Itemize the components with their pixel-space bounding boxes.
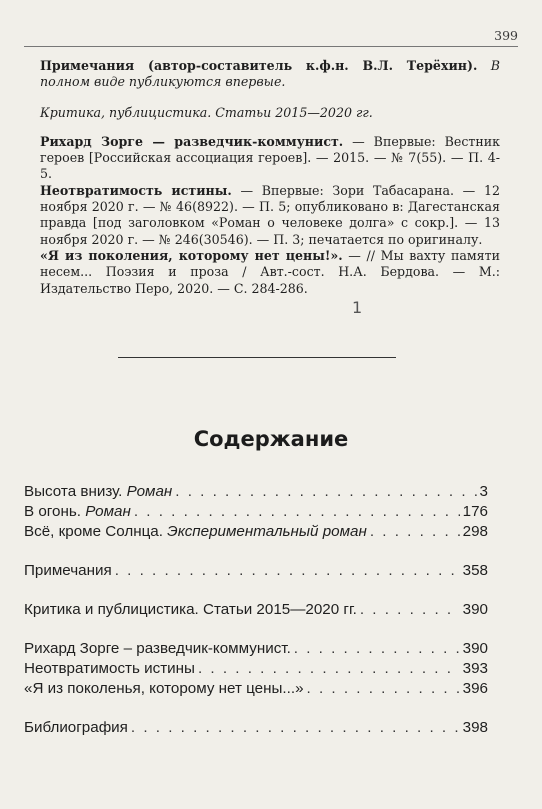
toc-entry-title: Критика и публицистика. Статьи 2015—2020 гг. xyxy=(24,601,357,618)
toc-spacer xyxy=(24,542,488,561)
toc-page-number: 396 xyxy=(462,680,488,697)
toc-leader-dots xyxy=(370,522,460,542)
page-number: 399 xyxy=(494,28,518,43)
notes-section xyxy=(40,58,500,297)
toc-entry-title: Высота внизу. Роман xyxy=(24,483,173,500)
toc-leader-dots xyxy=(294,639,460,659)
handwritten-mark: 1 xyxy=(352,298,363,317)
toc-page-number: 398 xyxy=(462,719,488,736)
toc-entry[interactable] xyxy=(24,522,488,542)
toc-leader-dots xyxy=(115,561,460,581)
toc-entry-title: Рихард Зорге – разведчик-коммунист. xyxy=(24,640,291,657)
toc-entry[interactable] xyxy=(24,679,488,699)
toc-entry[interactable] xyxy=(24,659,488,679)
toc-page-number: 358 xyxy=(462,562,488,579)
toc-page-number: 298 xyxy=(462,523,488,540)
toc-leader-dots xyxy=(307,679,460,699)
toc-spacer xyxy=(24,699,488,718)
toc-entry-title: В огонь. Роман xyxy=(24,503,131,520)
toc-entry[interactable] xyxy=(24,600,488,620)
toc-entry[interactable] xyxy=(24,502,488,522)
toc-entry-title: Неотвратимость истины xyxy=(24,660,195,677)
toc-entry-title: Всё, кроме Солнца. Экспериментальный роман xyxy=(24,523,367,540)
toc-leader-dots xyxy=(175,482,476,502)
toc-title: Содержание xyxy=(193,427,349,451)
toc-entry[interactable] xyxy=(24,639,488,659)
toc-spacer xyxy=(24,620,488,639)
table-of-contents xyxy=(24,482,488,738)
toc-page-number: 390 xyxy=(462,640,488,657)
header-rule xyxy=(24,46,518,47)
toc-leader-dots xyxy=(134,502,460,522)
toc-leader-dots xyxy=(198,659,460,679)
note-entry-zorge: Рихард Зорге — разведчик-коммунист. — Впервые: Вестник героев [Российская ассоциация героев]. — 2015. — № 7(55). — П. 4-5. xyxy=(40,133,500,182)
toc-entry[interactable] xyxy=(24,561,488,581)
toc-entry[interactable] xyxy=(24,718,488,738)
toc-entry-title: Примечания xyxy=(24,562,112,579)
toc-page-number: 393 xyxy=(462,660,488,677)
toc-entry-title: «Я из поколенья, которому нет цены...» xyxy=(24,680,304,697)
note-entry-istina: Неотвратимость истины. — Впервые: Зори Табасарана. — 12 ноября 2020 г. — № 46(8922). — П. 5; опубликовано в: Дагестанская правда [под заголовком «Роман о человеке долга» с сокр.]. — 13 ноября 2020 г. — № 246(30546). — П. 3; печатается по оригиналу. xyxy=(40,182,500,247)
toc-spacer xyxy=(24,581,488,600)
toc-page-number: 3 xyxy=(479,483,488,500)
toc-page-number: 390 xyxy=(462,601,488,618)
notes-title: Примечания (автор-составитель к.ф.н. В.Л. Терёхин). В полном виде публикуются впервые. xyxy=(40,58,500,90)
section-separator xyxy=(118,357,396,358)
toc-page-number: 176 xyxy=(462,503,488,520)
toc-entry-title: Библиография xyxy=(24,719,128,736)
note-entry-pokolenie: «Я из поколения, которому нет цены!». — // Мы вахту памяти несем... Поэзия и проза / Авт.-сост. Н.А. Бердова. — М.: Издательство Перо, 2020. — С. 284-286. xyxy=(40,247,500,296)
toc-leader-dots xyxy=(131,718,460,738)
toc-leader-dots xyxy=(360,600,460,620)
toc-entry[interactable] xyxy=(24,482,488,502)
criticism-heading: Критика, публицистика. Статьи 2015—2020 гг. xyxy=(40,104,373,120)
